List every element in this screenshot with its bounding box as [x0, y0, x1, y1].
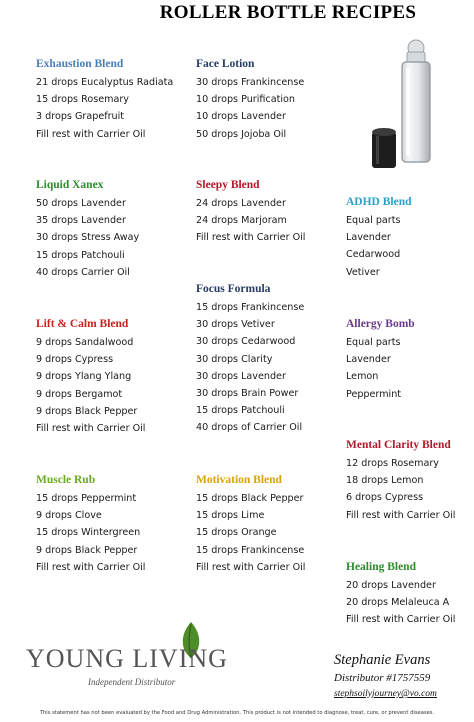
ingredient-line: 12 drops Rosemary: [346, 458, 439, 469]
roller-bottle-icon: [364, 32, 464, 172]
ingredient-line: Fill rest with Carrier Oil: [36, 423, 146, 435]
ingredient-line: 15 drops Frankincense: [196, 544, 305, 556]
recipe-focus-formula: [196, 282, 304, 437]
ingredient-list: [346, 334, 415, 403]
recipe-face-lotion: [196, 57, 304, 143]
ingredient-list: [36, 195, 139, 281]
ingredient-line: 35 drops Lavender: [36, 215, 126, 227]
ingredient-list: [196, 299, 304, 437]
ingredient-list: [36, 334, 145, 437]
ingredient-line: 15 drops Patchouli: [36, 249, 125, 261]
recipe-healing-blend: [346, 560, 455, 629]
ingredient-line: 9 drops Black Pepper: [36, 405, 138, 417]
ingredient-list: [196, 490, 305, 576]
ingredient-line: Fill rest with Carrier Oil: [36, 128, 146, 140]
ingredient-line: 15 drops Orange: [196, 527, 277, 539]
recipe-title: Lift & Calm Blend: [36, 318, 129, 330]
recipe-exhaustion-blend: [36, 57, 173, 143]
ingredient-line: 30 drops Lavender: [196, 370, 286, 382]
ingredient-line: Fill rest with Carrier Oil: [36, 561, 146, 573]
recipe-adhd-blend: [346, 195, 412, 281]
recipe-sleepy-blend: [196, 178, 305, 247]
ingredient-line: Fill rest with Carrier Oil: [196, 561, 306, 573]
recipe-title: Face Lotion: [196, 58, 255, 70]
recipe-title: Sleepy Blend: [196, 179, 260, 191]
distributor-name: Stephanie Evans: [334, 652, 431, 668]
ingredient-line: 21 drops Eucalyptus Radiata: [36, 77, 174, 88]
ingredient-line: 30 drops Brain Power: [196, 388, 299, 400]
ingredient-line: 15 drops Black Pepper: [196, 493, 304, 504]
ingredient-list: [346, 455, 455, 524]
recipe-mental-clarity-blend: [346, 438, 455, 524]
distributor-link[interactable]: stephsoilyjourney@vo.com: [334, 689, 437, 699]
ingredient-line: 9 drops Clove: [36, 510, 102, 522]
ingredient-line: 24 drops Lavender: [196, 198, 286, 209]
recipe-title: Muscle Rub: [36, 474, 96, 486]
ingredient-line: Fill rest with Carrier Oil: [196, 232, 306, 244]
ingredient-list: [346, 212, 412, 281]
recipe-liquid-xanex: [36, 178, 139, 281]
ingredient-line: 3 drops Grapefruit: [36, 111, 125, 123]
ingredient-line: 30 drops Stress Away: [36, 232, 140, 244]
ingredient-line: 15 drops Rosemary: [36, 94, 129, 106]
ingredient-line: 18 drops Lemon: [346, 475, 424, 487]
ingredient-line: 15 drops Patchouli: [196, 405, 285, 417]
ingredient-list: [36, 74, 173, 143]
ingredient-list: [346, 577, 455, 629]
ingredient-line: Equal parts: [346, 337, 401, 348]
ingredient-line: 9 drops Cypress: [36, 354, 114, 366]
recipe-title: Liquid Xanex: [36, 179, 104, 191]
young-living-logo: [26, 620, 276, 688]
ingredient-line: Equal parts: [346, 215, 401, 226]
ingredient-line: 10 drops Purification: [196, 94, 295, 106]
ingredient-line: 10 drops Lavender: [196, 111, 286, 123]
recipe-title: Mental Clarity Blend: [346, 439, 451, 451]
recipe-muscle-rub: [36, 473, 145, 576]
ingredient-line: 9 drops Sandalwood: [36, 337, 134, 348]
recipe-title: Healing Blend: [346, 561, 416, 573]
ingredient-line: 40 drops Carrier Oil: [36, 266, 130, 278]
ingredient-line: Vetiver: [346, 266, 380, 278]
ingredient-line: Fill rest with Carrier Oil: [346, 509, 456, 521]
ingredient-line: 9 drops Black Pepper: [36, 544, 138, 556]
recipe-title: Focus Formula: [196, 283, 271, 295]
ingredient-line: 24 drops Marjoram: [196, 215, 287, 227]
recipe-title: Allergy Bomb: [346, 318, 415, 330]
ingredient-line: 30 drops Clarity: [196, 353, 273, 365]
ingredient-line: Peppermint: [346, 388, 402, 400]
recipe-lift-calm-blend: [36, 317, 145, 437]
recipe-title: Motivation Blend: [196, 474, 282, 486]
ingredient-line: 40 drops of Carrier Oil: [196, 422, 303, 434]
ingredient-line: 15 drops Frankincense: [196, 302, 305, 313]
ingredient-line: Fill rest with Carrier Oil: [346, 614, 456, 626]
ingredient-line: Cedarwood: [346, 249, 401, 261]
logo-tagline: Independent Distributor: [88, 677, 176, 687]
logo-wordmark: YOUNG LIVING: [26, 644, 228, 673]
distributor-block: [334, 651, 466, 702]
recipe-allergy-bomb: [346, 317, 415, 403]
ingredient-line: 20 drops Lavender: [346, 580, 436, 591]
ingredient-line: 30 drops Frankincense: [196, 77, 305, 88]
ingredient-line: Lemon: [346, 371, 379, 383]
ingredient-line: 15 drops Peppermint: [36, 493, 137, 504]
ingredient-line: 50 drops Lavender: [36, 198, 126, 209]
recipe-title: ADHD Blend: [346, 196, 412, 208]
ingredient-line: 9 drops Bergamot: [36, 388, 123, 400]
ingredient-line: 9 drops Ylang Ylang: [36, 371, 132, 383]
ingredient-list: [36, 490, 145, 576]
fda-disclaimer: This statement has not been evaluated by the Food and Drug Administration. This product is not intended to diagnose, treat, cure, or prevent diseases.: [39, 710, 435, 716]
ingredient-line: 15 drops Wintergreen: [36, 527, 141, 539]
ingredient-line: 20 drops Melaleuca A: [346, 597, 450, 609]
ingredient-line: Lavender: [346, 354, 391, 366]
ingredient-line: 30 drops Vetiver: [196, 319, 275, 331]
ingredient-line: 30 drops Cedarwood: [196, 336, 296, 348]
ingredient-list: [196, 74, 304, 143]
ingredient-list: [196, 195, 305, 247]
ingredient-line: 15 drops Lime: [196, 510, 265, 522]
recipe-motivation-blend: [196, 473, 305, 576]
recipe-title: Exhaustion Blend: [36, 58, 124, 70]
ingredient-line: Lavender: [346, 232, 391, 244]
ingredient-line: 6 drops Cypress: [346, 492, 424, 504]
ingredient-line: 50 drops Jojoba Oil: [196, 128, 287, 140]
page-title: ROLLER BOTTLE RECIPES: [159, 2, 417, 23]
distributor-number: Distributor #1757559: [334, 672, 431, 684]
